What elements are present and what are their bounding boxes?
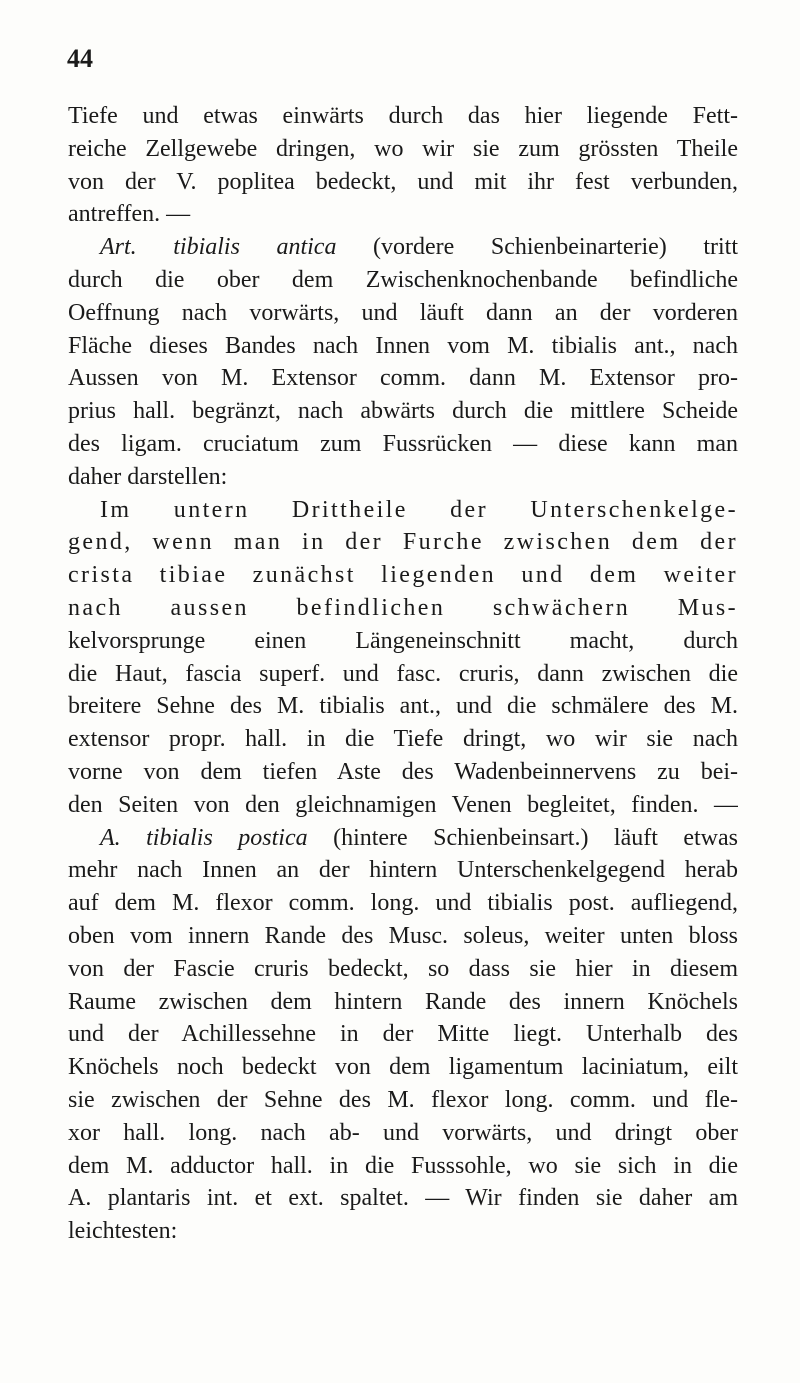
text-line: reiche Zellgewebe dringen, wo wir sie zum grössten Theile (68, 135, 738, 162)
line-text: (hintere Schienbeinsart.) läuft etwas (333, 824, 738, 851)
text-line: durch die ober dem Zwischenknochenbande befindliche (68, 266, 738, 293)
text-line: vorne von dem tiefen Aste des Wadenbeinnervens zu bei- (68, 758, 738, 785)
text-line: leichtesten: (68, 1218, 178, 1245)
page-number: 44 (67, 44, 93, 73)
text-line: daher darstellen: (68, 463, 228, 490)
text-line: nach aussen befindlichen schwächern Mus- (68, 594, 738, 621)
text-line: kelvorsprunge einen Längeneinschnitt macht, durch (68, 627, 738, 654)
text-line: des ligam. cruciatum zum Fussrücken — diese kann man (68, 430, 738, 457)
text-line: von der V. poplitea bedeckt, und mit ihr fest verbunden, (68, 168, 738, 195)
text-line: xor hall. long. nach ab- und vorwärts, und dringt ober (68, 1119, 738, 1146)
text-line: Fläche dieses Bandes nach Innen vom M. tibialis ant., nach (68, 332, 738, 359)
text-line: dem M. adductor hall. in die Fusssohle, wo sie sich in die (68, 1152, 738, 1179)
artery-name: A. tibialis postica (100, 824, 308, 851)
text-line: auf dem M. flexor comm. long. und tibialis post. aufliegend, (68, 890, 738, 917)
text-line: extensor propr. hall. in die Tiefe dringt, wo wir sie nach (68, 726, 738, 753)
text-line: A. plantaris int. et ext. spaltet. — Wir finden sie daher am (68, 1185, 738, 1212)
text-line: Knöchels noch bedeckt von dem ligamentum laciniatum, eilt (68, 1054, 738, 1081)
text-line: Oeffnung nach vorwärts, und läuft dann an der vorderen (68, 299, 738, 326)
text-line: Raume zwischen dem hintern Rande des innern Knöchels (68, 988, 738, 1015)
text-line: Tiefe und etwas einwärts durch das hier liegende Fett- (68, 103, 738, 129)
text-line: Aussen von M. Extensor comm. dann M. Extensor pro- (68, 365, 738, 392)
text-line: sie zwischen der Sehne des M. flexor long. comm. und fle- (68, 1086, 738, 1113)
text-line: breitere Sehne des M. tibialis ant., und die schmälere des M. (68, 693, 738, 720)
text-line: antreffen. — (68, 201, 191, 228)
text-line: Im untern Drittheile der Unterschenkelge- (100, 496, 738, 523)
text-line: von der Fascie cruris bedeckt, so dass sie hier in diesem (68, 955, 738, 982)
text-line: und der Achillessehne in der Mitte liegt. Unterhalb des (68, 1021, 738, 1048)
text-line: oben vom innern Rande des Musc. soleus, weiter unten bloss (68, 922, 738, 949)
text-line: gend, wenn man in der Furche zwischen dem der (68, 529, 738, 556)
text-line (68, 822, 738, 855)
artery-name: Art. tibialis antica (100, 234, 337, 261)
body-text (68, 100, 738, 1248)
text-line (68, 231, 738, 264)
text-line: mehr nach Innen an der hintern Unterschenkelgegend herab (68, 857, 738, 884)
text-line: prius hall. begränzt, nach abwärts durch die mittlere Scheide (68, 398, 738, 425)
text-line: die Haut, fascia superf. und fasc. cruris, dann zwischen die (68, 660, 738, 687)
text-line: den Seiten von den gleichnamigen Venen begleitet, finden. — (68, 791, 738, 818)
text-line: crista tibiae zunächst liegenden und dem weiter (68, 562, 738, 589)
line-text: (vordere Schienbeinarterie) tritt (373, 234, 738, 261)
